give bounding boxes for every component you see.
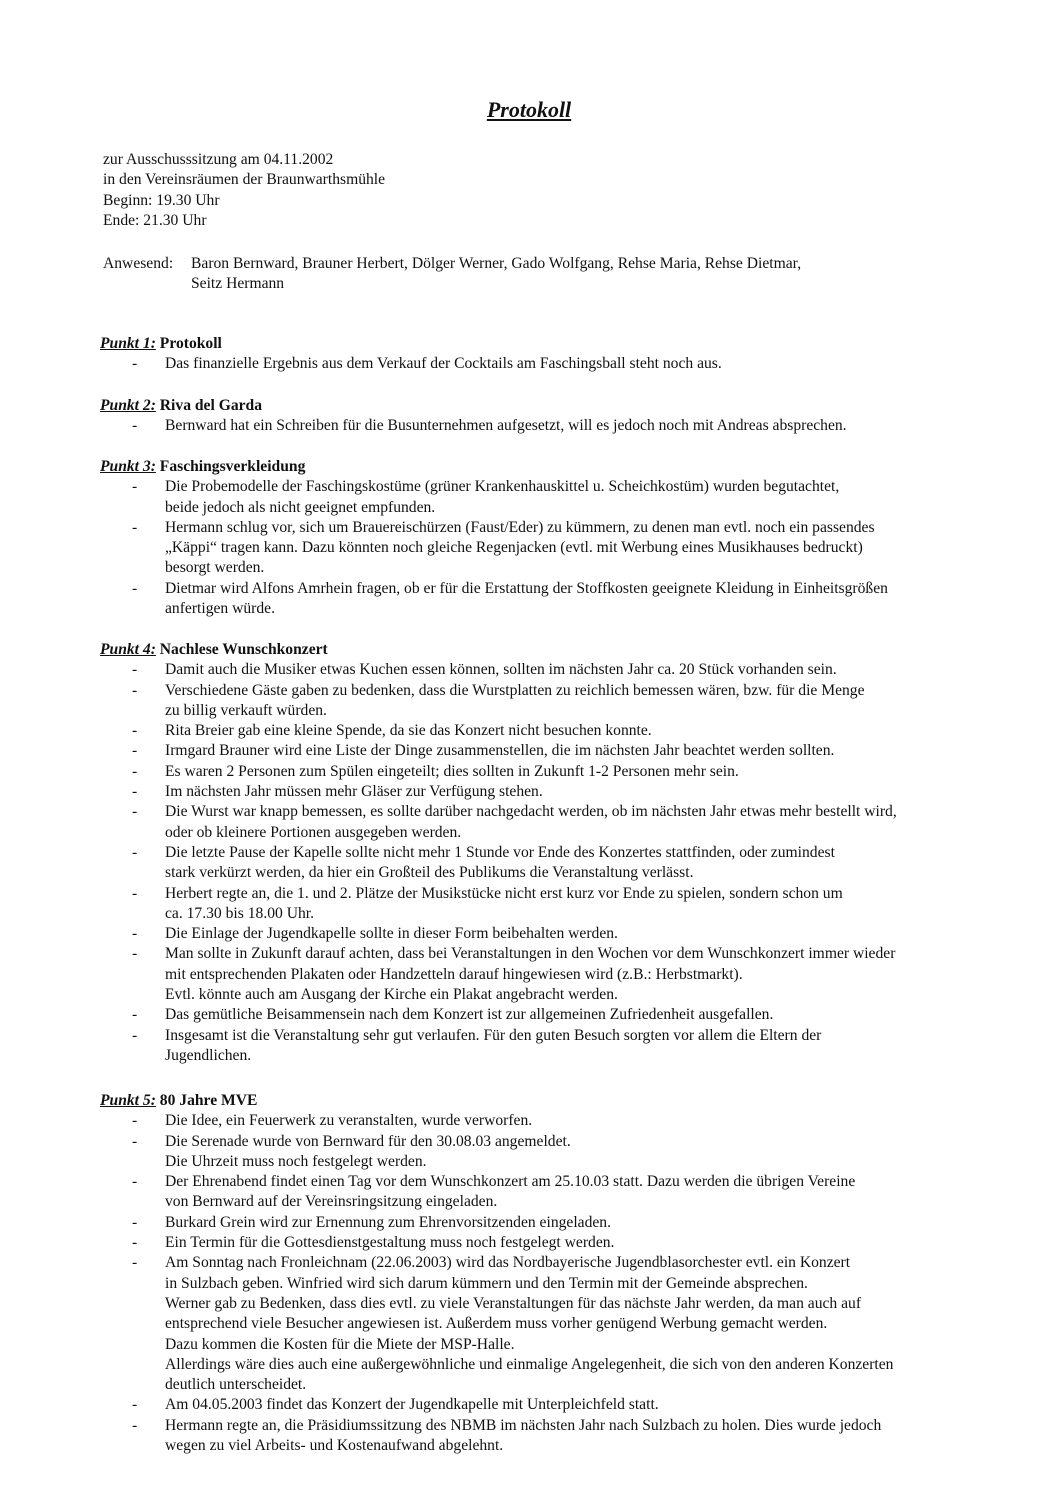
list-item-line: deutlich unterscheidet. xyxy=(165,1376,307,1394)
list-item-line: Rita Breier gab eine kleine Spende, da sie das Konzert nicht besuchen konnte. xyxy=(165,722,652,740)
list-item-line: Man sollte in Zukunft darauf achten, dass bei Veranstaltungen in den Wochen vor dem Wunschkonzert immer wieder xyxy=(165,945,896,963)
section-label: Punkt 1: xyxy=(100,335,156,352)
list-item-line: Burkard Grein wird zur Ernennung zum Ehrenvorsitzenden eingeladen. xyxy=(165,1213,611,1231)
section-1 xyxy=(100,334,1000,375)
bullet-dash: - xyxy=(132,742,138,760)
list-item-line: Ein Termin für die Gottesdienstgestaltung muss noch festgelegt werden. xyxy=(165,1234,615,1252)
list-item-line: oder ob kleinere Portionen ausgegeben werden. xyxy=(165,823,462,841)
section-heading xyxy=(100,640,1000,660)
list-item-line: Die Uhrzeit muss noch festgelegt werden. xyxy=(165,1152,427,1170)
list-item xyxy=(100,721,1000,741)
bullet-dash: - xyxy=(132,1006,138,1024)
list-item xyxy=(100,579,1000,620)
list-item xyxy=(100,1213,1000,1233)
bullet-dash: - xyxy=(132,1026,138,1044)
attendance-label: Anwesend: xyxy=(103,255,174,272)
list-item-line: ca. 17.30 bis 18.00 Uhr. xyxy=(165,904,314,922)
list-item xyxy=(100,681,1000,722)
bullet-dash: - xyxy=(132,355,138,373)
list-item xyxy=(100,1172,1000,1213)
list-item xyxy=(100,354,1000,374)
list-item-line: Evtl. könnte auch am Ausgang der Kirche ein Plakat angebracht werden. xyxy=(165,986,618,1004)
list-item-line: Dazu kommen die Kosten für die Miete der MSP-Halle. xyxy=(165,1335,515,1353)
list-item-line: Der Ehrenabend findet einen Tag vor dem Wunschkonzert am 25.10.03 statt. Dazu werden die übrigen Vereine xyxy=(165,1173,856,1191)
list-item-line: Es waren 2 Personen zum Spülen eingeteilt; dies sollten in Zukunft 1-2 Personen mehr sein. xyxy=(165,762,739,780)
bullet-dash: - xyxy=(132,681,138,699)
list-item-line: Herbert regte an, die 1. und 2. Plätze der Musikstücke nicht erst kurz vor Ende zu spielen, sondern schon um xyxy=(165,884,843,902)
list-item-line: Die Wurst war knapp bemessen, es sollte darüber nachgedacht werden, ob im nächsten Jahr etwas mehr bestellt wird, xyxy=(165,803,897,821)
bullet-dash: - xyxy=(132,843,138,861)
list-item-line: anfertigen würde. xyxy=(165,600,275,618)
list-item xyxy=(100,924,1000,944)
list-item-line: zu billig verkauft würden. xyxy=(165,701,327,719)
list-item-line: Dietmar wird Alfons Amrhein fragen, ob er für die Erstattung der Stoffkosten geeignete Kleidung in Einheitsgrößen xyxy=(165,579,888,597)
list-item-line: Die Probemodelle der Faschingskostüme (grüner Krankenhauskittel u. Scheichkostüm) wurden begutachtet, xyxy=(165,478,840,496)
section-label: Punkt 5: xyxy=(100,1092,156,1109)
list-item-line: Die Idee, ein Feuerwerk zu veranstalten, wurde verworfen. xyxy=(165,1112,533,1130)
list-item xyxy=(100,802,1000,843)
list-item xyxy=(100,1253,1000,1395)
list-item-line: besorgt werden. xyxy=(165,559,265,577)
bullet-dash: - xyxy=(132,1112,138,1130)
bullet-dash: - xyxy=(132,762,138,780)
list-item xyxy=(100,843,1000,884)
section-heading xyxy=(100,457,1000,477)
bullet-dash: - xyxy=(132,661,138,679)
list-item xyxy=(100,1416,1000,1457)
list-item-line: stark verkürzt werden, da hier ein Großteil des Publikums die Veranstaltung verlässt. xyxy=(165,864,694,882)
header-line: in den Vereinsräumen der Braunwarthsmühle xyxy=(103,171,386,189)
list-item xyxy=(100,884,1000,925)
list-item-line: Das finanzielle Ergebnis aus dem Verkauf der Cocktails am Faschingsball steht noch aus. xyxy=(165,355,722,373)
list-item-line: von Bernward auf der Vereinsringsitzung eingeladen. xyxy=(165,1193,498,1211)
section-title: Riva del Garda xyxy=(159,397,263,414)
bullet-list xyxy=(100,1111,1000,1456)
section-heading xyxy=(100,396,1000,416)
bullet-dash: - xyxy=(132,803,138,821)
list-item-line: Jugendlichen. xyxy=(165,1046,252,1064)
bullet-list xyxy=(100,477,1000,619)
bullet-dash: - xyxy=(132,1416,138,1434)
list-item-line: Am 04.05.2003 findet das Konzert der Jugendkapelle mit Unterpleichfeld statt. xyxy=(165,1396,659,1414)
bullet-list xyxy=(100,354,1000,374)
list-item-line: „Käppi“ tragen kann. Dazu könnten noch gleiche Regenjacken (evtl. mit Werbung eines Musikhauses bedruckt) xyxy=(165,539,863,557)
list-item xyxy=(100,1395,1000,1415)
list-item-line: in Sulzbach geben. Winfried wird sich darum kümmern und den Termin mit der Gemeinde absprechen. xyxy=(165,1274,808,1292)
header-line: Beginn: 19.30 Uhr xyxy=(103,191,220,209)
document-title: Protokoll xyxy=(486,97,572,122)
section-heading xyxy=(100,1091,1000,1111)
bullet-dash: - xyxy=(132,925,138,943)
list-item xyxy=(100,1132,1000,1173)
list-item-line: beide jedoch als nicht geeignet empfunden. xyxy=(165,498,436,516)
bullet-dash: - xyxy=(132,783,138,801)
list-item-line: Das gemütliche Beisammensein nach dem Konzert ist zur allgemeinen Zufriedenheit ausgefallen. xyxy=(165,1006,774,1024)
list-item-line: Hermann regte an, die Präsidiumssitzung des NBMB im nächsten Jahr nach Sulzbach zu holen. Dies wurde jedoch xyxy=(165,1416,882,1434)
bullet-dash: - xyxy=(132,417,138,435)
list-item-line: Die Einlage der Jugendkapelle sollte in dieser Form beibehalten werden. xyxy=(165,925,618,943)
section-4 xyxy=(100,640,1000,1066)
list-item xyxy=(100,518,1000,579)
section-label: Punkt 4: xyxy=(100,641,156,658)
list-item-line: Bernward hat ein Schreiben für die Busunternehmen aufgesetzt, will es jedoch noch mit Andreas absprechen. xyxy=(165,417,847,435)
section-label: Punkt 3: xyxy=(100,458,156,475)
list-item-line: Allerdings wäre dies auch eine außergewöhnliche und einmalige Angelegenheit, die sich von den anderen Konzerten xyxy=(165,1355,894,1373)
section-title: Nachlese Wunschkonzert xyxy=(159,641,328,658)
list-item-line: Hermann schlug vor, sich um Brauereischürzen (Faust/Eder) zu kümmern, zu denen man evtl. noch ein passendes xyxy=(165,518,875,536)
list-item-line: Im nächsten Jahr müssen mehr Gläser zur Verfügung stehen. xyxy=(165,783,543,801)
section-title: 80 Jahre MVE xyxy=(159,1092,258,1109)
bullet-dash: - xyxy=(132,884,138,902)
list-item xyxy=(100,944,1000,1005)
list-item-line: mit entsprechenden Plakaten oder Handzetteln darauf hingewiesen wird (z.B.: Herbstmarkt). xyxy=(165,965,743,983)
header-line: Ende: 21.30 Uhr xyxy=(103,211,207,229)
header-line: zur Ausschusssitzung am 04.11.2002 xyxy=(103,151,334,168)
section-title: Protokoll xyxy=(159,335,222,352)
section-label: Punkt 2: xyxy=(100,397,156,414)
list-item-line: Am Sonntag nach Fronleichnam (22.06.2003) wird das Nordbayerische Jugendblasorchester evtl. ein Konzert xyxy=(165,1254,851,1272)
list-item xyxy=(100,762,1000,782)
list-item-line: entsprechend viele Besucher angewiesen ist. Außerdem muss vorher genügend Werbung gemacht werden. xyxy=(165,1315,828,1333)
list-item xyxy=(100,477,1000,518)
attendance-block xyxy=(103,254,963,295)
list-item xyxy=(100,660,1000,680)
attendance-names-line: Baron Bernward, Brauner Herbert, Dölger Werner, Gado Wolfgang, Rehse Maria, Rehse Dietmar, xyxy=(191,255,802,272)
bullet-dash: - xyxy=(132,579,138,597)
list-item xyxy=(100,1026,1000,1067)
list-item xyxy=(100,1233,1000,1253)
section-5 xyxy=(100,1091,1000,1456)
bullet-dash: - xyxy=(132,722,138,740)
bullet-dash: - xyxy=(132,1173,138,1191)
attendance-names xyxy=(191,254,963,295)
bullet-dash: - xyxy=(132,1254,138,1272)
bullet-dash: - xyxy=(132,1132,138,1150)
section-title: Faschingsverkleidung xyxy=(159,458,306,475)
bullet-dash: - xyxy=(132,945,138,963)
bullet-dash: - xyxy=(132,1234,138,1252)
meeting-header xyxy=(103,150,385,231)
list-item xyxy=(100,741,1000,761)
bullet-list xyxy=(100,660,1000,1066)
list-item xyxy=(100,1005,1000,1025)
attendance-names-line: Seitz Hermann xyxy=(191,275,285,293)
list-item xyxy=(100,1111,1000,1131)
bullet-dash: - xyxy=(132,1213,138,1231)
list-item-line: Insgesamt ist die Veranstaltung sehr gut verlaufen. Für den guten Besuch sorgten vor allem die Eltern der xyxy=(165,1026,822,1044)
list-item-line: Werner gab zu Bedenken, dass dies evtl. zu viele Veranstaltungen für das nächste Jahr werden, da man auch auf xyxy=(165,1294,862,1312)
section-2 xyxy=(100,396,1000,437)
section-3 xyxy=(100,457,1000,619)
list-item xyxy=(100,782,1000,802)
bullet-list xyxy=(100,416,1000,436)
list-item-line: Die Serenade wurde von Bernward für den 30.08.03 angemeldet. xyxy=(165,1132,571,1150)
list-item-line: Verschiedene Gäste gaben zu bedenken, dass die Wurstplatten zu reichlich bemessen wären, bzw. für die Menge xyxy=(165,681,865,699)
section-heading xyxy=(100,334,1000,354)
list-item xyxy=(100,416,1000,436)
bullet-dash: - xyxy=(132,1396,138,1414)
list-item-line: Die letzte Pause der Kapelle sollte nicht mehr 1 Stunde vor Ende des Konzertes stattfinden, oder zumindest xyxy=(165,843,835,861)
bullet-dash: - xyxy=(132,478,138,496)
bullet-dash: - xyxy=(132,518,138,536)
list-item-line: Irmgard Brauner wird eine Liste der Dinge zusammenstellen, die im nächsten Jahr beachtet werden sollten. xyxy=(165,742,835,760)
list-item-line: wegen zu viel Arbeits- und Kostenaufwand abgelehnt. xyxy=(165,1437,504,1455)
list-item-line: Damit auch die Musiker etwas Kuchen essen können, sollten im nächsten Jahr ca. 20 Stück vorhanden sein. xyxy=(165,661,837,679)
